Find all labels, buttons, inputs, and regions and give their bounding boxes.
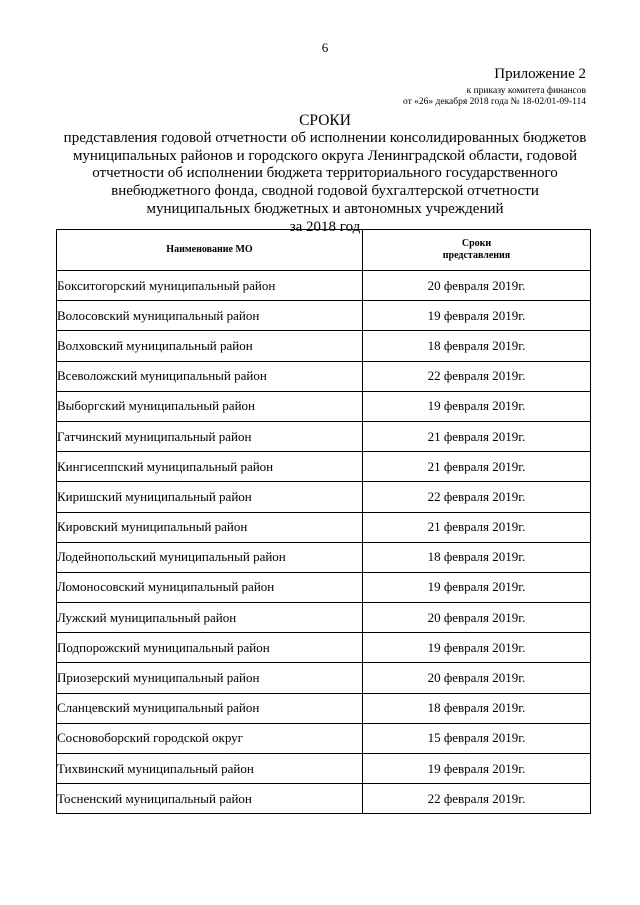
table-row <box>57 512 591 542</box>
municipality-name: Лодейнопольский муниципальный район <box>57 542 363 572</box>
document-title: СРОКИ <box>299 112 351 129</box>
table-row <box>57 693 591 723</box>
municipality-name: Всеволожский муниципальный район <box>57 361 363 391</box>
document-heading <box>40 112 610 236</box>
deadline-date: 22 февраля 2019г. <box>363 784 591 814</box>
table-row <box>57 572 591 602</box>
deadline-date: 19 февраля 2019г. <box>363 633 591 663</box>
deadline-date: 19 февраля 2019г. <box>363 572 591 602</box>
page-number: 6 <box>321 40 329 55</box>
deadline-date: 20 февраля 2019г. <box>363 663 591 693</box>
heading-line: представления годовой отчетности об исполнении консолидированных бюджетов <box>63 130 587 146</box>
municipality-name: Волосовский муниципальный район <box>57 301 363 331</box>
column-header-name-label: Наименование МО <box>166 244 253 255</box>
municipality-name: Тихвинский муниципальный район <box>57 754 363 784</box>
table-row <box>57 391 591 421</box>
appendix-order-date: от «26» декабря 2018 года № 18-02/01-09-114 <box>403 97 586 107</box>
heading-line: внебюджетного фонда, сводной годовой бухгалтерской отчетности <box>111 183 539 200</box>
column-header-deadline <box>363 230 591 271</box>
deadline-date: 19 февраля 2019г. <box>363 754 591 784</box>
municipality-name: Гатчинский муниципальный район <box>57 421 363 451</box>
table-row <box>57 331 591 361</box>
deadline-date: 18 февраля 2019г. <box>363 693 591 723</box>
deadlines-table <box>56 229 591 814</box>
heading-line: муниципальных районов и городского округа Ленинградской области, годовой <box>72 147 578 164</box>
municipality-name: Тосненский муниципальный район <box>57 784 363 814</box>
table-row <box>57 452 591 482</box>
municipality-name: Ломоносовский муниципальный район <box>57 572 363 602</box>
table-row <box>57 361 591 391</box>
table-row <box>57 723 591 753</box>
appendix-order-reference: к приказу комитета финансов <box>466 86 586 96</box>
heading-line: муниципальных бюджетных и автономных учреждений <box>146 200 504 217</box>
table-row <box>57 421 591 451</box>
table-row <box>57 754 591 784</box>
heading-line: отчетности об исполнении бюджета территориального государственного <box>92 165 558 182</box>
deadline-date: 19 февраля 2019г. <box>363 391 591 421</box>
municipality-name: Сланцевский муниципальный район <box>57 693 363 723</box>
deadline-date: 22 февраля 2019г. <box>363 482 591 512</box>
table-row <box>57 542 591 572</box>
heading-line: за 2018 год <box>289 218 361 235</box>
deadline-date: 21 февраля 2019г. <box>363 421 591 451</box>
table-row <box>57 301 591 331</box>
column-header-deadline-label-2: представления <box>442 250 511 261</box>
municipality-name: Кировский муниципальный район <box>57 512 363 542</box>
municipality-name: Лужский муниципальный район <box>57 603 363 633</box>
table-row <box>57 663 591 693</box>
municipality-name: Кингисеппский муниципальный район <box>57 452 363 482</box>
municipality-name: Выборгский муниципальный район <box>57 391 363 421</box>
municipality-name: Волховский муниципальный район <box>57 331 363 361</box>
table-row <box>57 482 591 512</box>
deadline-date: 20 февраля 2019г. <box>363 603 591 633</box>
table-body <box>57 271 591 814</box>
municipality-name: Киришский муниципальный район <box>57 482 363 512</box>
deadline-date: 18 февраля 2019г. <box>363 331 591 361</box>
column-header-deadline-label-1: Сроки <box>461 238 492 249</box>
column-header-name <box>57 230 363 271</box>
deadline-date: 18 февраля 2019г. <box>363 542 591 572</box>
deadline-date: 21 февраля 2019г. <box>363 452 591 482</box>
table-row <box>57 633 591 663</box>
table-row <box>57 603 591 633</box>
table-row <box>57 271 591 301</box>
deadline-date: 19 февраля 2019г. <box>363 301 591 331</box>
deadline-date: 21 февраля 2019г. <box>363 512 591 542</box>
table-row <box>57 784 591 814</box>
table-header-row <box>57 230 591 271</box>
deadline-date: 22 февраля 2019г. <box>363 361 591 391</box>
deadline-date: 15 февраля 2019г. <box>363 723 591 753</box>
municipality-name: Приозерский муниципальный район <box>57 663 363 693</box>
deadline-date: 20 февраля 2019г. <box>363 271 591 301</box>
municipality-name: Сосновоборский городской округ <box>57 723 363 753</box>
appendix-title: Приложение 2 <box>494 66 586 82</box>
municipality-name: Бокситогорский муниципальный район <box>57 271 363 301</box>
municipality-name: Подпорожский муниципальный район <box>57 633 363 663</box>
